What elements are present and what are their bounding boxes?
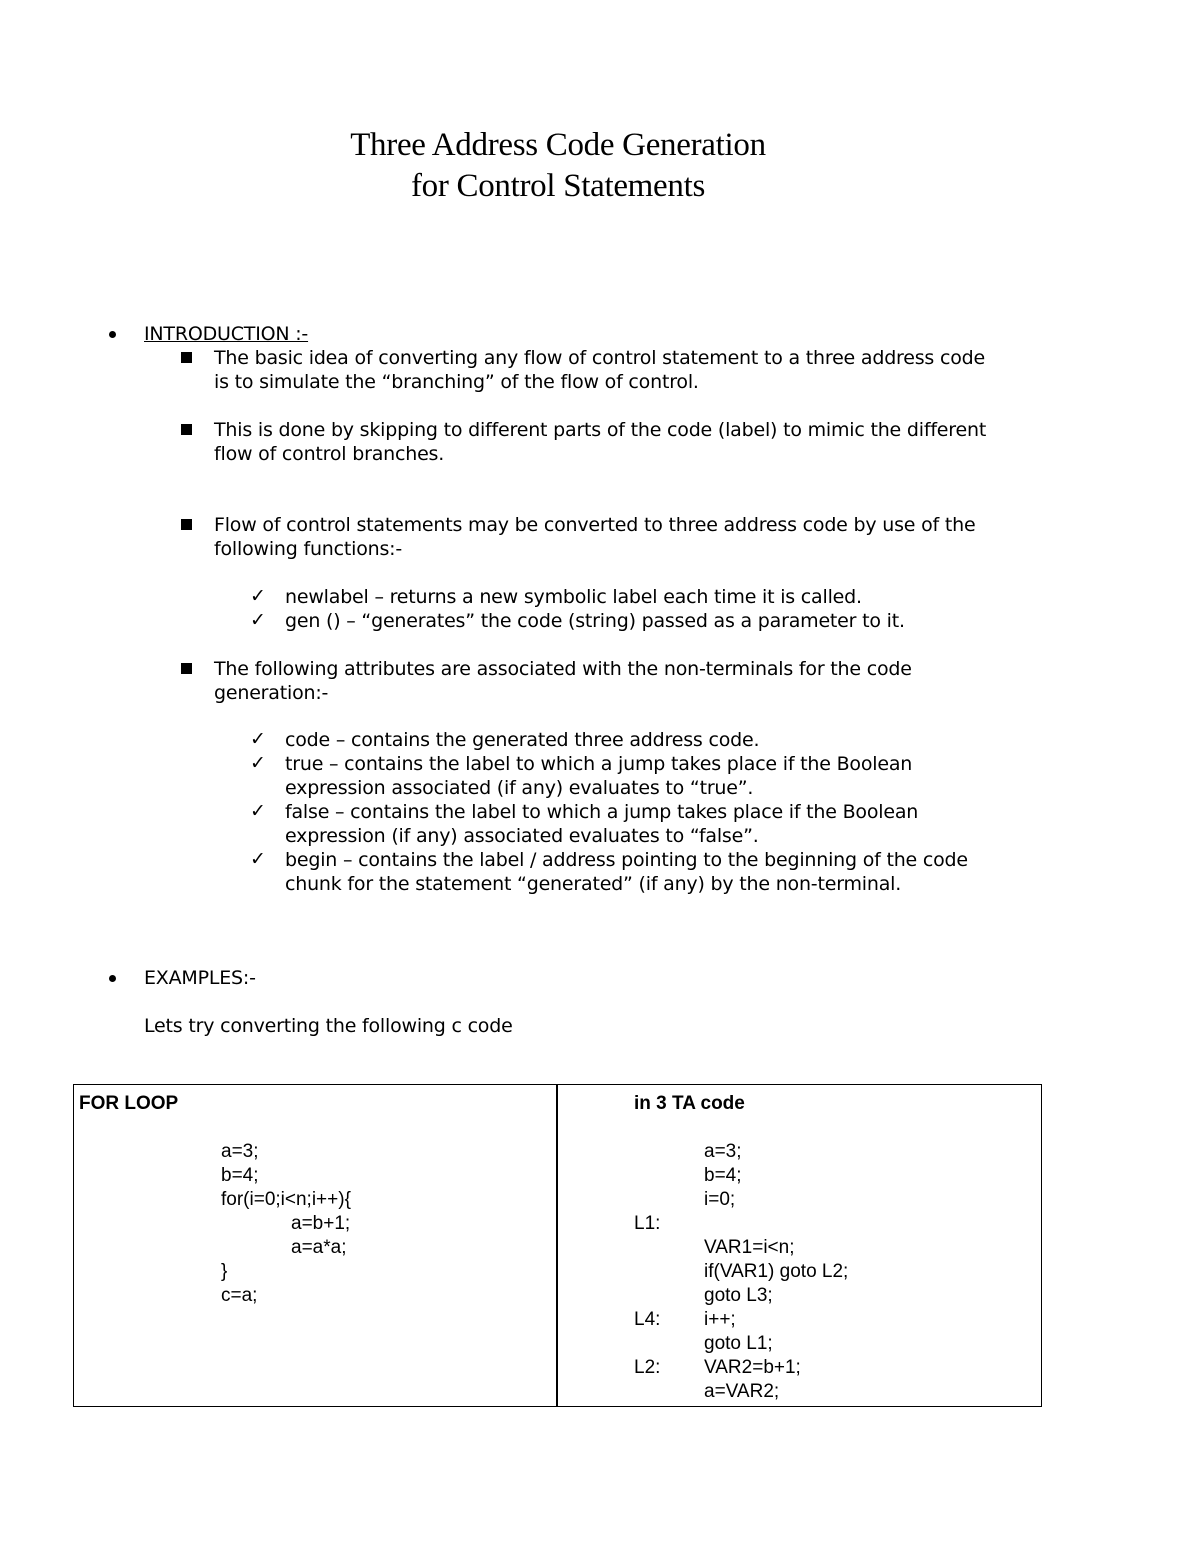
c-code-line: b=4; [221, 1165, 259, 1186]
c-code-line: c=a; [221, 1285, 258, 1306]
ta-code-line: goto L1; [704, 1333, 773, 1354]
ta-code-line: if(VAR1) goto L2; [704, 1261, 849, 1282]
square-bullet-icon [181, 663, 192, 674]
round-bullet-icon [109, 975, 116, 982]
intro-point-1-line-2: is to simulate the “branching” of the flow of control. [214, 371, 699, 393]
c-code-line: a=a*a; [291, 1237, 347, 1258]
checkmark-icon: ✓ [250, 585, 266, 607]
intro-point-2-line-2: flow of control branches. [214, 443, 445, 465]
c-code-line: for(i=0;i<n;i++){ [221, 1189, 351, 1210]
title-line-2: for Control Statements [410, 168, 706, 204]
ta-code-line: goto L3; [704, 1285, 773, 1306]
intro-point-3-line-2: following functions:- [214, 538, 403, 560]
checkmark-icon: ✓ [250, 728, 266, 750]
for-loop-heading: FOR LOOP [79, 1093, 179, 1114]
intro-point-2-line-1: This is done by skipping to different parts of the code (label) to mimic the different [214, 419, 987, 441]
intro-point-3-line-1: Flow of control statements may be converted to three address code by use of the [214, 514, 976, 536]
intro-point-4-line-2: generation:- [214, 682, 329, 704]
intro-heading: INTRODUCTION :- [144, 323, 309, 345]
examples-intro-text: Lets try converting the following c code [144, 1015, 513, 1037]
checkmark-icon: ✓ [250, 800, 266, 822]
intro-point-1-line-1: The basic idea of converting any flow of control statement to a three address code [214, 347, 985, 369]
attribute-false-line-2: expression (if any) associated evaluates to “false”. [285, 825, 759, 847]
square-bullet-icon [181, 519, 192, 530]
function-newlabel: newlabel – returns a new symbolic label each time it is called. [285, 586, 862, 608]
ta-code-line: VAR2=b+1; [704, 1357, 801, 1378]
checkmark-icon: ✓ [250, 752, 266, 774]
ta-code-line: a=3; [704, 1141, 742, 1162]
square-bullet-icon [181, 352, 192, 363]
checkmark-icon: ✓ [250, 848, 266, 870]
code-comparison-table [73, 1084, 1042, 1407]
ta-code-line: a=VAR2; [704, 1381, 780, 1402]
round-bullet-icon [109, 331, 116, 338]
attribute-true-line-2: expression associated (if any) evaluates to “true”. [285, 777, 754, 799]
square-bullet-icon [181, 424, 192, 435]
table-column-divider [556, 1084, 558, 1407]
attribute-true-line-1: true – contains the label to which a jump takes place if the Boolean [285, 753, 913, 775]
document-title [0, 125, 1116, 207]
ta-code-line: b=4; [704, 1165, 742, 1186]
ta-code-line: i++; [704, 1309, 736, 1330]
c-code-line: a=b+1; [291, 1213, 351, 1234]
title-line-1: Three Address Code Generation [350, 127, 766, 163]
c-code-line: } [221, 1261, 228, 1282]
attribute-code: code – contains the generated three address code. [285, 729, 760, 751]
ta-label: L2: [634, 1357, 661, 1378]
ta-code-heading: in 3 TA code [634, 1093, 745, 1114]
ta-label: L1: [634, 1213, 661, 1234]
examples-heading: EXAMPLES:- [144, 967, 256, 989]
attribute-begin-line-2: chunk for the statement “generated” (if any) by the non-terminal. [285, 873, 902, 895]
intro-point-4-line-1: The following attributes are associated with the non-terminals for the code [214, 658, 912, 680]
ta-code-line: i=0; [704, 1189, 736, 1210]
function-gen: gen () – “generates” the code (string) passed as a parameter to it. [285, 610, 905, 632]
checkmark-icon: ✓ [250, 609, 266, 631]
ta-code-line: VAR1=i<n; [704, 1237, 795, 1258]
c-code-line: a=3; [221, 1141, 259, 1162]
attribute-false-line-1: false – contains the label to which a jump takes place if the Boolean [285, 801, 919, 823]
attribute-begin-line-1: begin – contains the label / address pointing to the beginning of the code [285, 849, 968, 871]
ta-label: L4: [634, 1309, 661, 1330]
